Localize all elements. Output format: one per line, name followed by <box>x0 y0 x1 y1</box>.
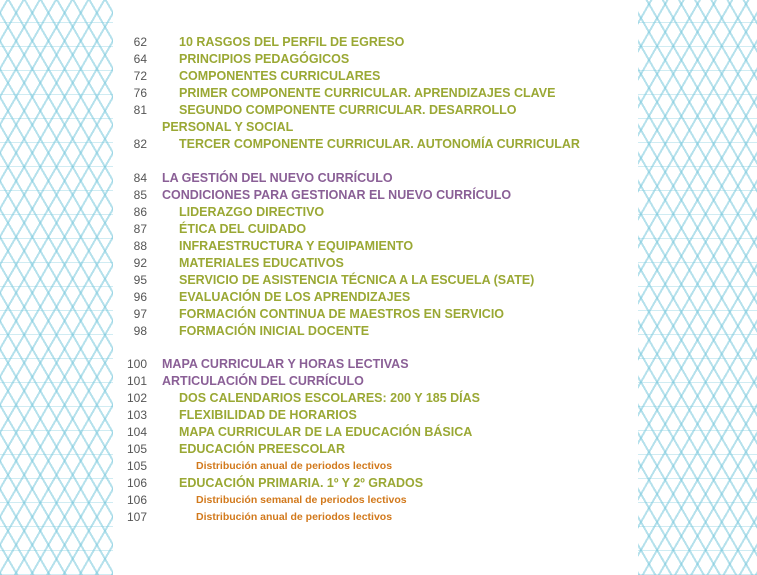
toc-entry-title: SERVICIO DE ASISTENCIA TÉCNICA A LA ESCUELA (SATE) <box>179 273 535 287</box>
toc-subentry[interactable] <box>113 458 638 475</box>
toc-entry-title: LIDERAZGO DIRECTIVO <box>179 205 325 219</box>
toc-page-number: 106 <box>126 476 147 490</box>
toc-page-number: 107 <box>126 510 147 524</box>
toc-subentry-title: Distribución anual de periodos lectivos <box>196 511 393 523</box>
toc-page-number: 97 <box>133 307 147 321</box>
toc-entry-title: COMPONENTES CURRICULARES <box>179 69 381 83</box>
toc-page-number: 87 <box>133 222 147 236</box>
toc-entry-title: EDUCACIÓN PRIMARIA. 1º Y 2º GRADOS <box>179 476 424 490</box>
toc-page-number: 85 <box>133 188 147 202</box>
toc-entry-title: FORMACIÓN CONTINUA DE MAESTROS EN SERVICIO <box>179 307 505 321</box>
toc-entry[interactable] <box>113 34 638 51</box>
decorative-pattern-left <box>0 0 113 575</box>
toc-entry[interactable] <box>113 51 638 68</box>
toc-section-heading[interactable] <box>113 187 638 204</box>
toc-entry-title: INFRAESTRUCTURA Y EQUIPAMIENTO <box>179 239 414 253</box>
toc-page-number: 106 <box>126 493 147 507</box>
toc-entry-title: 10 RASGOS DEL PERFIL DE EGRESO <box>179 35 405 49</box>
toc-page-number: 92 <box>133 256 147 270</box>
toc-page-number: 86 <box>133 205 147 219</box>
toc-entry[interactable] <box>113 323 638 340</box>
toc-section-title: ARTICULACIÓN DEL CURRÍCULO <box>162 374 364 388</box>
toc-page-number: 101 <box>126 374 147 388</box>
toc-section-heading[interactable] <box>113 356 638 373</box>
toc-subentry-title: Distribución semanal de periodos lectivos <box>196 494 407 506</box>
toc-entry[interactable] <box>113 85 638 102</box>
toc-entry-title: MAPA CURRICULAR DE LA EDUCACIÓN BÁSICA <box>179 425 473 439</box>
toc-entry-title: PRIMER COMPONENTE CURRICULAR. APRENDIZAJES CLAVE <box>179 86 556 100</box>
toc-entry-title: EVALUACIÓN DE LOS APRENDIZAJES <box>179 290 411 304</box>
toc-page-number: 105 <box>126 459 147 473</box>
toc-section-title: LA GESTIÓN DEL NUEVO CURRÍCULO <box>162 171 393 185</box>
toc-entry-title: TERCER COMPONENTE CURRICULAR. AUTONOMÍA CURRICULAR <box>179 137 580 151</box>
toc-page-number: 84 <box>133 171 147 185</box>
toc-section-heading[interactable] <box>113 373 638 390</box>
toc-section-title: MAPA CURRICULAR Y HORAS LECTIVAS <box>162 357 409 371</box>
toc-entry-continuation[interactable] <box>113 119 638 136</box>
toc-entry[interactable] <box>113 306 638 323</box>
toc-page-number: 103 <box>126 408 147 422</box>
toc-entry-title: SEGUNDO COMPONENTE CURRICULAR. DESARROLLO <box>179 103 517 117</box>
toc-page-number: 96 <box>133 290 147 304</box>
toc-entry[interactable] <box>113 407 638 424</box>
toc-entry[interactable] <box>113 424 638 441</box>
toc-page-number: 104 <box>126 425 147 439</box>
toc-entry[interactable] <box>113 390 638 407</box>
table-of-contents <box>113 0 638 575</box>
toc-page-number: 82 <box>133 137 147 151</box>
toc-entry[interactable] <box>113 238 638 255</box>
toc-entry-title: MATERIALES EDUCATIVOS <box>179 256 344 270</box>
toc-entry[interactable] <box>113 475 638 492</box>
toc-entry[interactable] <box>113 221 638 238</box>
decorative-pattern-right <box>638 0 757 575</box>
toc-section-title: CONDICIONES PARA GESTIONAR EL NUEVO CURRÍCULO <box>162 188 512 202</box>
toc-page-number: 72 <box>133 69 147 83</box>
toc-entry[interactable] <box>113 255 638 272</box>
toc-page-number: 102 <box>126 391 147 405</box>
toc-page-number: 95 <box>133 273 147 287</box>
toc-page-number: 100 <box>126 357 147 371</box>
toc-entry-title: FORMACIÓN INICIAL DOCENTE <box>179 324 370 338</box>
toc-page-number: 62 <box>133 35 147 49</box>
toc-entry-title: PRINCIPIOS PEDAGÓGICOS <box>179 52 350 66</box>
toc-entry[interactable] <box>113 102 638 119</box>
toc-entry-title-continuation: PERSONAL Y SOCIAL <box>162 120 294 134</box>
toc-page-number: 105 <box>126 442 147 456</box>
toc-subentry[interactable] <box>113 492 638 509</box>
toc-page-number: 76 <box>133 86 147 100</box>
toc-entry-title: EDUCACIÓN PREESCOLAR <box>179 442 345 456</box>
toc-entry-title: DOS CALENDARIOS ESCOLARES: 200 Y 185 DÍAS <box>179 391 481 405</box>
toc-page-number: 88 <box>133 239 147 253</box>
toc-page-number: 81 <box>133 103 147 117</box>
toc-entry[interactable] <box>113 68 638 85</box>
toc-entry[interactable] <box>113 289 638 306</box>
toc-entry-title: ÉTICA DEL CUIDADO <box>179 222 307 236</box>
toc-page-number: 64 <box>133 52 147 66</box>
toc-subentry-title: Distribución anual de periodos lectivos <box>196 460 393 472</box>
toc-entry[interactable] <box>113 272 638 289</box>
toc-entry-title: FLEXIBILIDAD DE HORARIOS <box>179 408 357 422</box>
toc-entry[interactable] <box>113 136 638 153</box>
toc-page-number: 98 <box>133 324 147 338</box>
toc-section-heading[interactable] <box>113 170 638 187</box>
toc-entry[interactable] <box>113 441 638 458</box>
toc-subentry[interactable] <box>113 509 638 526</box>
toc-entry[interactable] <box>113 204 638 221</box>
